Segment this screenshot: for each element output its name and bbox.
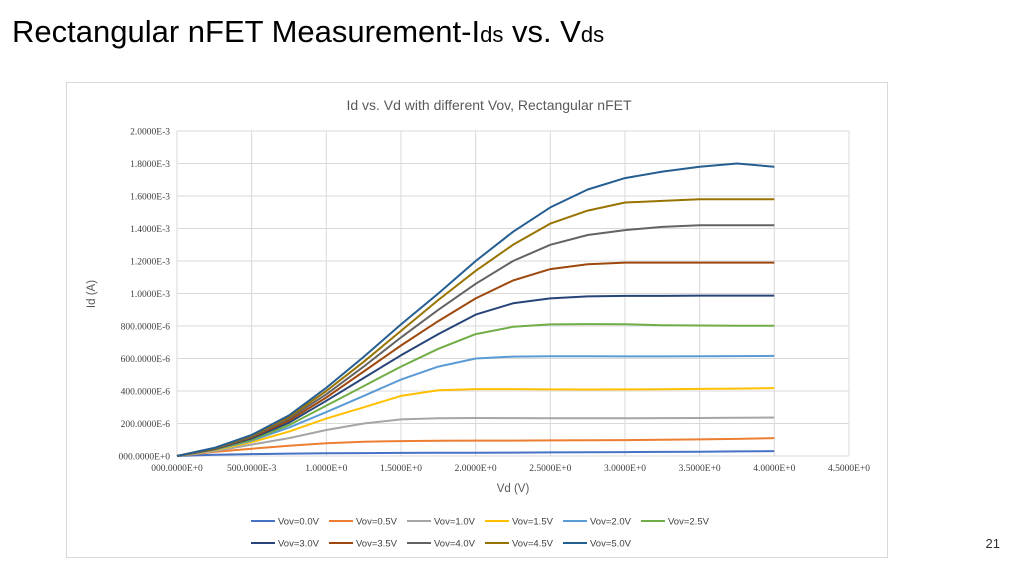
y-tick-label: 800.0000E-6 [120,322,170,333]
y-tick-label: 1.4000E-3 [130,225,170,235]
y-tick-label: 1.0000E-3 [130,290,170,300]
legend-label: Vov=4.5V [512,538,553,550]
x-tick-label: 2.5000E+0 [529,464,572,474]
chart-title: Id vs. Vd with different Vov, Rectangular nFET [346,97,632,113]
legend-label: Vov=2.0V [590,516,631,528]
legend-label: Vov=1.0V [434,516,475,528]
chart-svg [67,83,889,559]
legend-label: Vov=5.0V [590,538,631,550]
slide-title-subscript-vds: ds [580,22,605,47]
y-tick-label: 1.2000E-3 [130,257,170,268]
x-tick-label: 4.5000E+0 [827,464,871,474]
y-tick-label: 1.8000E-3 [130,160,170,170]
tick-layer [118,128,870,475]
y-tick-label: 200.0000E-6 [120,420,170,430]
legend-label: Vov=3.0V [278,538,319,550]
legend-label: Vov=1.5V [512,516,553,528]
chart-legend [251,517,710,550]
x-tick-label: 3.0000E+0 [603,464,647,474]
slide-title-mid: vs. V [503,14,581,49]
x-tick-label: 500.0000E-3 [226,464,277,474]
x-tick-label: 3.5000E+0 [678,464,721,474]
slide-title [12,12,604,55]
x-tick-label: 1.0000E+0 [305,464,348,474]
y-axis-label: Id (A) [86,279,98,309]
y-tick-label: 600.0000E-6 [120,355,170,365]
legend-label: Vov=0.0V [278,516,319,528]
y-tick-label: 400.0000E-6 [120,387,170,398]
slide-title-subscript-ids: ds [480,22,504,47]
legend-label: Vov=3.5V [356,538,397,550]
legend-label: Vov=0.5V [356,516,397,528]
chart-area [66,82,888,558]
y-tick-label: 1.6000E-3 [130,192,170,203]
legend-label: Vov=4.0V [434,538,475,550]
x-tick-label: 4.0000E+0 [753,464,796,474]
grid-layer [177,131,849,456]
x-tick-label: 000.0000E+0 [151,464,203,474]
legend-label: Vov=2.5V [668,516,709,528]
x-axis-label: Vd (V) [496,483,530,495]
x-tick-label: 1.5000E+0 [379,464,423,474]
page-number: 21 [985,536,1000,551]
x-tick-label: 2.0000E+0 [454,464,497,474]
y-tick-label: 000.0000E+0 [118,452,170,463]
y-tick-label: 2.0000E-3 [130,127,170,138]
slide-title-main: Rectangular nFET Measurement-I [12,14,481,49]
